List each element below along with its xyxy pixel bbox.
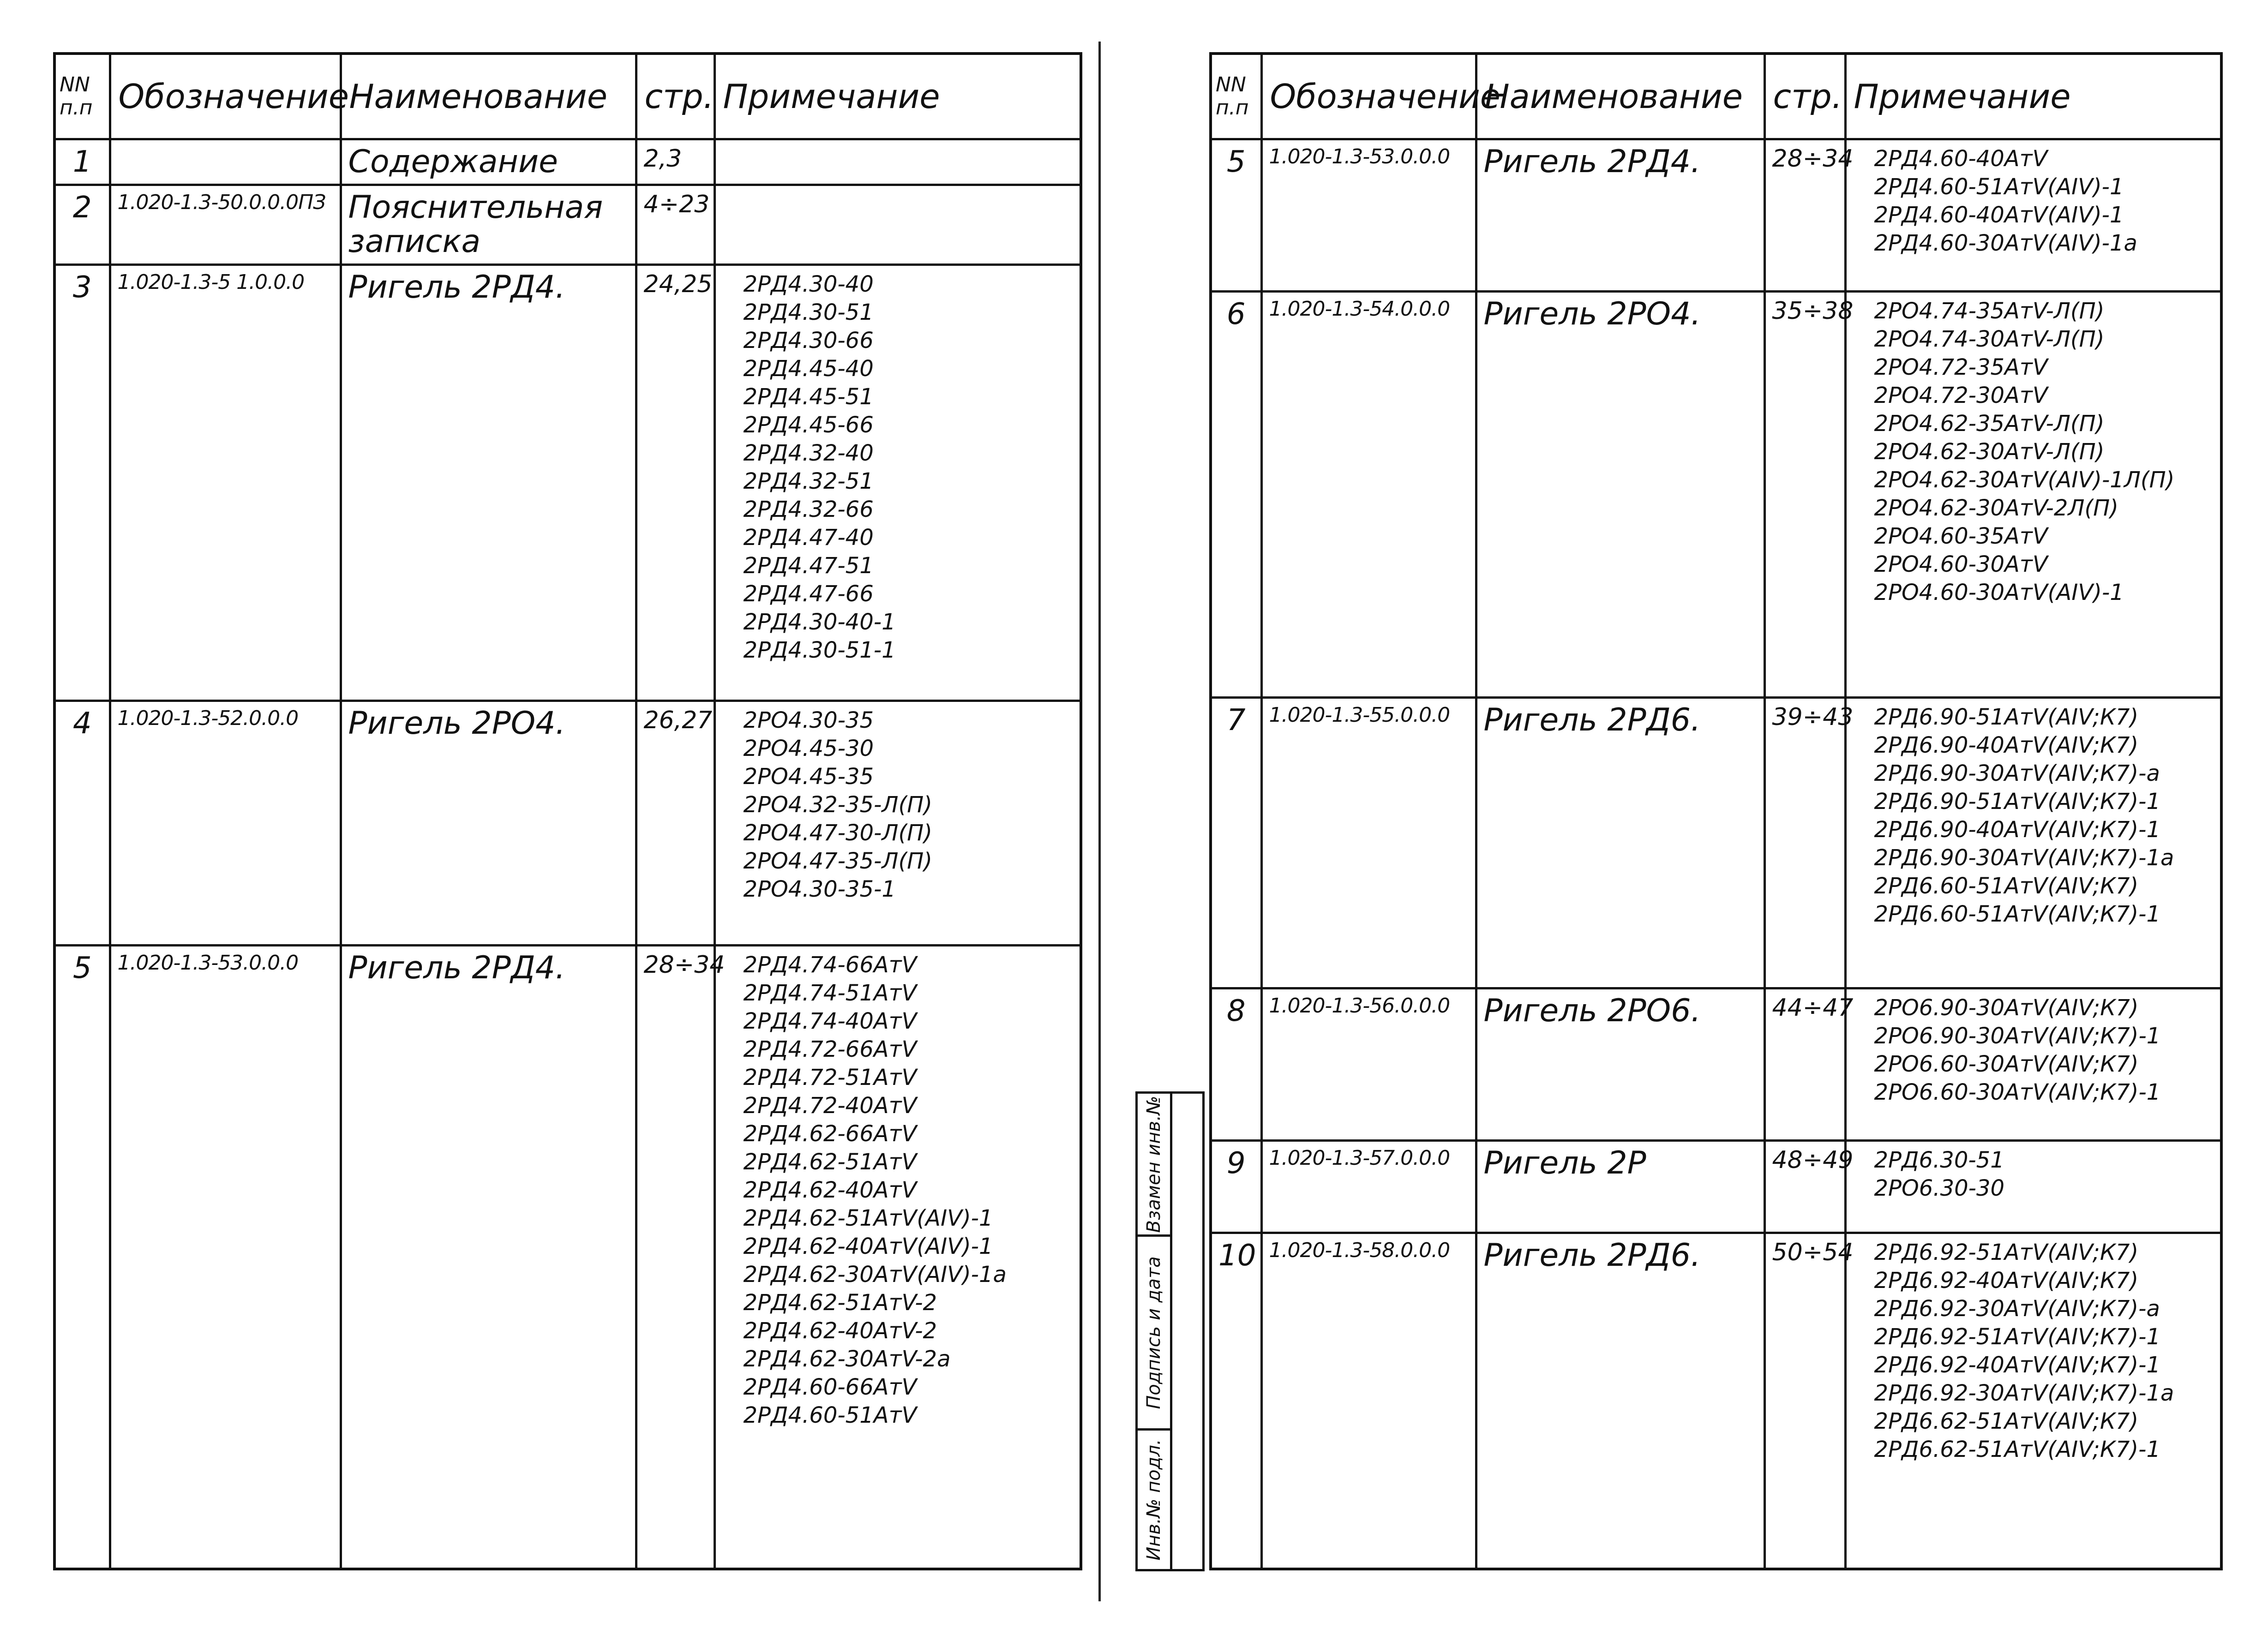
- right-table-body: [1211, 139, 2221, 1569]
- row-name: Ригель 2РД4.: [341, 265, 636, 701]
- row-pages: 39÷43: [1764, 698, 1845, 988]
- note-line: 2РО4.72-30АтV: [1874, 383, 2048, 408]
- row-notes: [714, 265, 1081, 701]
- row-designation: 1.020-1.3-50.0.0.0ПЗ: [110, 185, 341, 265]
- note-line: 2РД6.90-30АтV(АIV;К7)-1а: [1874, 845, 2174, 871]
- table-row: [54, 946, 1081, 1569]
- note-line: 2РО4.62-30АтV(АIV)-1Л(П): [1874, 467, 2175, 493]
- note-line: 2РД6.60-51АтV(АIV;К7): [1874, 873, 2139, 899]
- header-designation: Обозначение: [110, 54, 341, 139]
- row-designation: 1.020-1.3-53.0.0.0: [110, 946, 341, 1569]
- note-line: 2РО4.72-35АтV: [1874, 354, 2048, 380]
- row-name: Ригель 2РД4.: [1476, 139, 1764, 292]
- header-name: Наименование: [1476, 54, 1764, 139]
- table-row: [1211, 698, 2221, 988]
- note-line: 2РД6.90-30АтV(АIV;К7)-а: [1874, 761, 2160, 786]
- table-row: [1211, 292, 2221, 698]
- header-name: Наименование: [341, 54, 636, 139]
- row-pages: 2,3: [636, 139, 714, 185]
- note-line: 2РО4.32-35-Л(П): [743, 792, 932, 818]
- table-row: [1211, 1141, 2221, 1233]
- note-line: 2РД6.92-51АтV(АIV;К7): [1874, 1240, 2139, 1265]
- row-number: 10: [1211, 1233, 1261, 1569]
- note-line: 2РД6.90-51АтV(АIV;К7): [1874, 704, 2139, 730]
- note-line: 2РД6.62-51АтV(АIV;К7): [1874, 1408, 2139, 1434]
- note-line: 2РД6.92-30АтV(АIV;К7)-1а: [1874, 1380, 2174, 1406]
- stamp-replacement-inv: Взамен инв.№: [1138, 1094, 1170, 1237]
- note-line: 2РО4.60-30АтV(АIV)-1: [1874, 580, 2124, 605]
- note-line: 2РО4.62-30АтV-2Л(П): [1874, 495, 2118, 521]
- note-line: 2РД4.72-66АтV: [743, 1036, 917, 1062]
- row-notes: [1845, 698, 2221, 988]
- row-notes: [1845, 292, 2221, 698]
- header-nn-line2: п.п: [60, 96, 93, 120]
- note-line: 2РД4.32-66: [743, 497, 874, 522]
- note-line: 2РД4.30-40-1: [743, 609, 896, 635]
- note-line: 2РД4.30-51-1: [743, 637, 896, 663]
- row-designation: 1.020-1.3-55.0.0.0: [1261, 698, 1476, 988]
- note-line: 2РО4.30-35-1: [743, 876, 896, 902]
- header-nn-line1: NN: [1216, 73, 1246, 96]
- header-nn: [54, 54, 110, 139]
- note-line: 2РД6.60-51АтV(АIV;К7)-1: [1874, 901, 2161, 927]
- sheet-divider: [1098, 42, 1101, 1601]
- note-line: 2РД4.62-51АтV: [743, 1149, 917, 1175]
- row-notes: [714, 139, 1081, 185]
- note-line: 2РД6.90-40АтV(АIV;К7): [1874, 732, 2139, 758]
- row-notes: [1845, 1141, 2221, 1233]
- table-row: [54, 185, 1081, 265]
- note-line: 2РО4.47-30-Л(П): [743, 820, 932, 846]
- note-line: 2РД6.90-40АтV(АIV;К7)-1: [1874, 817, 2161, 843]
- note-line: 2РД4.74-66АтV: [743, 952, 917, 978]
- note-line: 2РД4.47-51: [743, 553, 874, 579]
- row-number: 5: [1211, 139, 1261, 292]
- row-name: Ригель 2РД6.: [1476, 1233, 1764, 1569]
- row-designation: 1.020-1.3-5 1.0.0.0: [110, 265, 341, 701]
- note-line: 2РД4.72-40АтV: [743, 1093, 917, 1119]
- left-table-body: [54, 139, 1081, 1569]
- left-sheet: [53, 52, 1082, 1570]
- note-line: 2РО4.74-35АтV-Л(П): [1874, 298, 2105, 324]
- row-pages: 26,27: [636, 701, 714, 946]
- note-line: 2РД4.62-30АтV(АIV)-1а: [743, 1262, 1007, 1288]
- row-name: Ригель 2РД4.: [341, 946, 636, 1569]
- note-line: 2РД6.92-30АтV(АIV;К7)-а: [1874, 1296, 2160, 1322]
- note-line: 2РД4.60-40АтV(АIV)-1: [1874, 202, 2124, 228]
- row-number: 9: [1211, 1141, 1261, 1233]
- row-notes: [714, 185, 1081, 265]
- note-line: 2РД4.60-51АтV: [743, 1402, 917, 1428]
- note-line: 2РД4.32-51: [743, 468, 874, 494]
- note-line: 2РД4.62-30АтV-2а: [743, 1346, 951, 1372]
- note-line: 2РД4.45-40: [743, 356, 874, 382]
- note-line: 2РД6.90-51АтV(АIV;К7)-1: [1874, 789, 2161, 815]
- row-pages: 24,25: [636, 265, 714, 701]
- right-sheet: [1209, 52, 2223, 1570]
- row-pages: 4÷23: [636, 185, 714, 265]
- row-notes: [1845, 139, 2221, 292]
- row-number: 7: [1211, 698, 1261, 988]
- header-page: стр.: [636, 54, 714, 139]
- row-name: Ригель 2РО4.: [1476, 292, 1764, 698]
- note-line: 2РД4.62-40АтV(АIV)-1: [743, 1234, 993, 1259]
- row-name: Ригель 2РО4.: [341, 701, 636, 946]
- note-line: 2РД6.92-40АтV(АIV;К7)-1: [1874, 1352, 2161, 1378]
- row-name: Ригель 2Р: [1476, 1141, 1764, 1233]
- row-name: Ригель 2РО6.: [1476, 988, 1764, 1141]
- note-line: 2РД4.62-66АтV: [743, 1121, 917, 1147]
- note-line: 2РО4.45-35: [743, 764, 874, 790]
- row-designation: 1.020-1.3-53.0.0.0: [1261, 139, 1476, 292]
- note-line: 2РД4.60-40АтV: [1874, 146, 2048, 172]
- header-row: [1211, 54, 2221, 139]
- header-nn-line1: NN: [60, 73, 90, 96]
- row-number: 3: [54, 265, 110, 701]
- row-pages: 35÷38: [1764, 292, 1845, 698]
- note-line: 2РД6.62-51АтV(АIV;К7)-1: [1874, 1437, 2161, 1462]
- row-designation: 1.020-1.3-54.0.0.0: [1261, 292, 1476, 698]
- note-line: 2РД4.60-51АтV(АIV)-1: [1874, 174, 2124, 200]
- row-designation: [110, 139, 341, 185]
- note-line: 2РО4.62-35АтV-Л(П): [1874, 411, 2105, 437]
- row-pages: 48÷49: [1764, 1141, 1845, 1233]
- row-number: 2: [54, 185, 110, 265]
- note-line: 2РО4.45-30: [743, 736, 874, 761]
- left-spec-table: [53, 52, 1082, 1570]
- header-note: Примечание: [714, 54, 1081, 139]
- row-notes: [1845, 1233, 2221, 1569]
- table-row: [1211, 139, 2221, 292]
- note-line: 2РО6.60-30АтV(АIV;К7): [1874, 1051, 2139, 1077]
- row-number: 8: [1211, 988, 1261, 1141]
- header-row: [54, 54, 1081, 139]
- note-line: 2РД4.45-66: [743, 412, 874, 438]
- row-notes: [714, 946, 1081, 1569]
- stamp-signature-date: Подпись и дата: [1138, 1237, 1170, 1431]
- note-line: 2РД4.60-66АтV: [743, 1374, 917, 1400]
- note-line: 2РО6.60-30АтV(АIV;К7)-1: [1874, 1079, 2161, 1105]
- note-line: 2РД4.72-51АтV: [743, 1065, 917, 1090]
- row-name: Пояснительная записка: [341, 185, 636, 265]
- note-line: 2РД6.30-51: [1874, 1147, 2004, 1173]
- table-row: [54, 701, 1081, 946]
- note-line: 2РД4.60-30АтV(АIV)-1а: [1874, 230, 2137, 256]
- table-row: [1211, 988, 2221, 1141]
- note-line: 2РД4.62-40АтV: [743, 1177, 917, 1203]
- row-pages: 28÷34: [636, 946, 714, 1569]
- note-line: 2РД4.30-66: [743, 328, 874, 353]
- note-line: 2РД4.62-40АтV-2: [743, 1318, 937, 1344]
- row-number: 4: [54, 701, 110, 946]
- note-line: 2РД6.92-51АтV(АIV;К7)-1: [1874, 1324, 2161, 1350]
- note-line: 2РО6.90-30АтV(АIV;К7): [1874, 995, 2139, 1021]
- note-line: 2РО4.47-35-Л(П): [743, 848, 932, 874]
- note-line: 2РД4.74-40АтV: [743, 1008, 917, 1034]
- stamp-original-inv: Инв.№ подл.: [1143, 1439, 1164, 1561]
- note-line: 2РД4.62-51АтV(АIV)-1: [743, 1205, 993, 1231]
- row-pages: 44÷47: [1764, 988, 1845, 1141]
- note-line: 2РО6.30-30: [1874, 1175, 2005, 1201]
- row-pages: 50÷54: [1764, 1233, 1845, 1569]
- note-line: 2РД4.45-51: [743, 384, 874, 410]
- row-designation: 1.020-1.3-57.0.0.0: [1261, 1141, 1476, 1233]
- row-designation: 1.020-1.3-52.0.0.0: [110, 701, 341, 946]
- header-note: Примечание: [1845, 54, 2221, 139]
- row-number: 5: [54, 946, 110, 1569]
- right-spec-table: [1209, 52, 2223, 1570]
- row-number: 1: [54, 139, 110, 185]
- note-line: 2РД4.32-40: [743, 440, 874, 466]
- stamp-blank-column: [1170, 1094, 1173, 1569]
- note-line: 2РО6.90-30АтV(АIV;К7)-1: [1874, 1023, 2161, 1049]
- note-line: 2РД4.47-40: [743, 525, 874, 551]
- note-line: 2РО4.60-35АтV: [1874, 523, 2048, 549]
- row-pages: 28÷34: [1764, 139, 1845, 292]
- title-block-stamp: [1135, 1091, 1205, 1571]
- row-notes: [714, 701, 1081, 946]
- table-row: [54, 139, 1081, 185]
- row-designation: 1.020-1.3-58.0.0.0: [1261, 1233, 1476, 1569]
- header-nn: [1211, 54, 1261, 139]
- header-designation: Обозначение: [1261, 54, 1476, 139]
- note-line: 2РО4.60-30АтV: [1874, 551, 2048, 577]
- note-line: 2РД6.92-40АтV(АIV;К7): [1874, 1268, 2139, 1294]
- note-line: 2РО4.74-30АтV-Л(П): [1874, 326, 2105, 352]
- table-row: [54, 265, 1081, 701]
- table-row: [1211, 1233, 2221, 1569]
- row-notes: [1845, 988, 2221, 1141]
- row-number: 6: [1211, 292, 1261, 698]
- row-designation: 1.020-1.3-56.0.0.0: [1261, 988, 1476, 1141]
- header-nn-line2: п.п: [1216, 96, 1249, 120]
- row-name: Ригель 2РД6.: [1476, 698, 1764, 988]
- note-line: 2РО4.62-30АтV-Л(П): [1874, 439, 2105, 465]
- note-line: 2РД4.74-51АтV: [743, 980, 917, 1006]
- header-page: стр.: [1764, 54, 1845, 139]
- note-line: 2РД4.30-40: [743, 271, 874, 297]
- note-line: 2РД4.30-51: [743, 299, 874, 325]
- note-line: 2РО4.30-35: [743, 707, 874, 733]
- note-line: 2РД4.47-66: [743, 581, 874, 607]
- row-name: Содержание: [341, 139, 636, 185]
- note-line: 2РД4.62-51АтV-2: [743, 1290, 937, 1316]
